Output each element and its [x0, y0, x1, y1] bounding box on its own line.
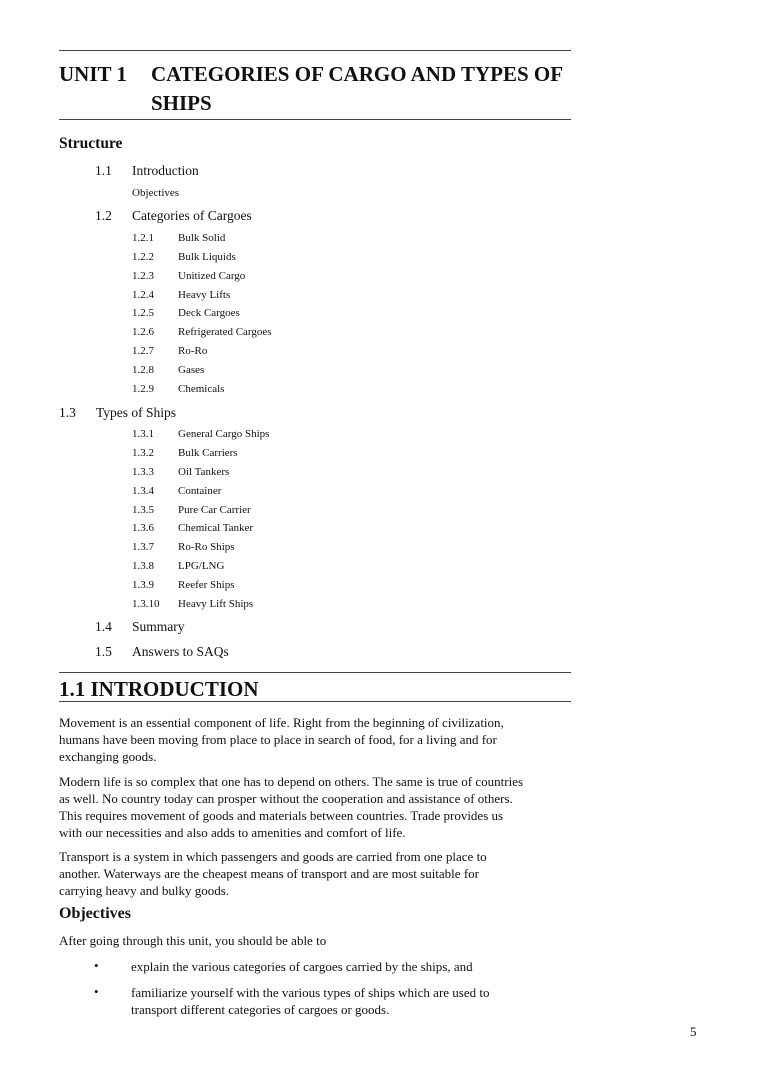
toc-label: Pure Car Carrier: [178, 504, 251, 516]
toc-number: 1.5: [95, 644, 112, 659]
title-rule: [59, 119, 571, 120]
paragraph-line: Transport is a system in which passengers and goods are carried from one place to: [59, 849, 487, 864]
top-rule: [59, 50, 571, 51]
toc-number: 1.3: [59, 405, 76, 420]
paragraph: [59, 773, 579, 841]
toc-number: 1.3.7: [132, 541, 154, 553]
toc-number: 1.2.7: [132, 345, 154, 357]
paragraph-line: humans have been moving from place to place in search of food, for a living and for: [59, 732, 497, 747]
toc-label: Summary: [132, 619, 185, 634]
paragraph-line: This requires movement of goods and materials between countries. Trade provides us: [59, 808, 504, 823]
toc-number: 1.1: [95, 163, 112, 178]
section-heading: 1.1 INTRODUCTION: [59, 677, 259, 701]
toc-number: 1.4: [95, 619, 112, 634]
toc-number: 1.2.6: [132, 326, 154, 338]
toc-number: 1.2.1: [132, 232, 154, 244]
toc-label: Ro-Ro: [178, 345, 208, 357]
toc-label: Answers to SAQs: [132, 644, 229, 659]
toc-label: Reefer Ships: [178, 579, 235, 591]
toc-label: Heavy Lift Ships: [178, 598, 254, 610]
bullet-icon: •: [94, 958, 99, 973]
toc-label: Oil Tankers: [178, 466, 230, 478]
toc-number: 1.3.10: [132, 598, 160, 610]
toc-label: Ro-Ro Ships: [178, 541, 235, 553]
toc-label: Chemicals: [178, 383, 225, 395]
toc-number: 1.3.3: [132, 466, 154, 478]
toc-number: 1.3.2: [132, 447, 154, 459]
paragraph: [59, 714, 579, 765]
toc-label: Bulk Carriers: [178, 447, 238, 459]
toc-number: 1.2.9: [132, 383, 154, 395]
toc-label: Unitized Cargo: [178, 270, 246, 282]
paragraph-line: Movement is an essential component of life. Right from the beginning of civilization,: [59, 715, 504, 730]
toc-label: Heavy Lifts: [178, 289, 231, 301]
toc-label: Introduction: [132, 163, 199, 178]
toc-label: Types of Ships: [96, 405, 177, 420]
toc-label: LPG/LNG: [178, 560, 225, 572]
bullet-line: transport different categories of cargoes or goods.: [131, 1002, 390, 1017]
paragraph-line: carrying heavy and bulky goods.: [59, 883, 230, 898]
toc-number: 1.3.9: [132, 579, 154, 591]
toc-label: Bulk Liquids: [178, 251, 236, 263]
toc-label: Container: [178, 485, 222, 497]
toc-number: 1.2.2: [132, 251, 154, 263]
toc-label: Chemical Tanker: [178, 522, 254, 534]
toc-number: 1.2: [95, 208, 112, 223]
paragraph-line: Modern life is so complex that one has to depend on others. The same is true of countries: [59, 774, 524, 789]
page-number: 5: [690, 1024, 697, 1039]
toc-number: 1.2.5: [132, 307, 154, 319]
objectives-lead: After going through this unit, you should be able to: [59, 933, 327, 948]
toc-number: 1.2.8: [132, 364, 154, 376]
paragraph: [59, 848, 579, 899]
structure-heading: Structure: [59, 135, 123, 152]
toc-label: Categories of Cargoes: [132, 208, 252, 223]
toc-number: 1.3.6: [132, 522, 154, 534]
toc-subentry: [132, 187, 179, 199]
toc-number: 1.2.4: [132, 289, 154, 301]
paragraph-line: with our necessities and also adds to amenities and comfort of life.: [59, 825, 406, 840]
toc-number: 1.3.1: [132, 428, 154, 440]
paragraph-line: another. Waterways are the cheapest means of transport and are most suitable for: [59, 866, 479, 881]
toc-number: 1.3.5: [132, 504, 154, 516]
bullet-text: [131, 984, 490, 1018]
paragraph-line: as well. No country today can prosper without the cooperation and assistance of others.: [59, 791, 513, 806]
toc-label: Gases: [178, 364, 205, 376]
toc-label: Refrigerated Cargoes: [178, 326, 272, 338]
toc-number: 1.2.3: [132, 270, 154, 282]
section-rule: [59, 701, 571, 702]
bullet-text: [131, 958, 473, 975]
toc-number: 1.3.8: [132, 560, 154, 572]
toc-label: Objectives: [132, 187, 180, 199]
toc-label: Bulk Solid: [178, 232, 226, 244]
toc-number: 1.3.4: [132, 485, 154, 497]
unit-title-text: CATEGORIES OF CARGO AND TYPES OF SHIPS: [151, 62, 563, 115]
bullet-line: explain the various categories of cargoes carried by the ships, and: [131, 959, 473, 974]
section-rule: [59, 672, 571, 673]
paragraph-line: exchanging goods.: [59, 749, 157, 764]
bullet-icon: •: [94, 984, 99, 999]
unit-number: UNIT 1: [59, 62, 127, 86]
bullet-line: familiarize yourself with the various types of ships which are used to: [131, 985, 490, 1000]
toc-label: General Cargo Ships: [178, 428, 270, 440]
objectives-heading: Objectives: [59, 905, 131, 922]
toc-label: Deck Cargoes: [178, 307, 240, 319]
